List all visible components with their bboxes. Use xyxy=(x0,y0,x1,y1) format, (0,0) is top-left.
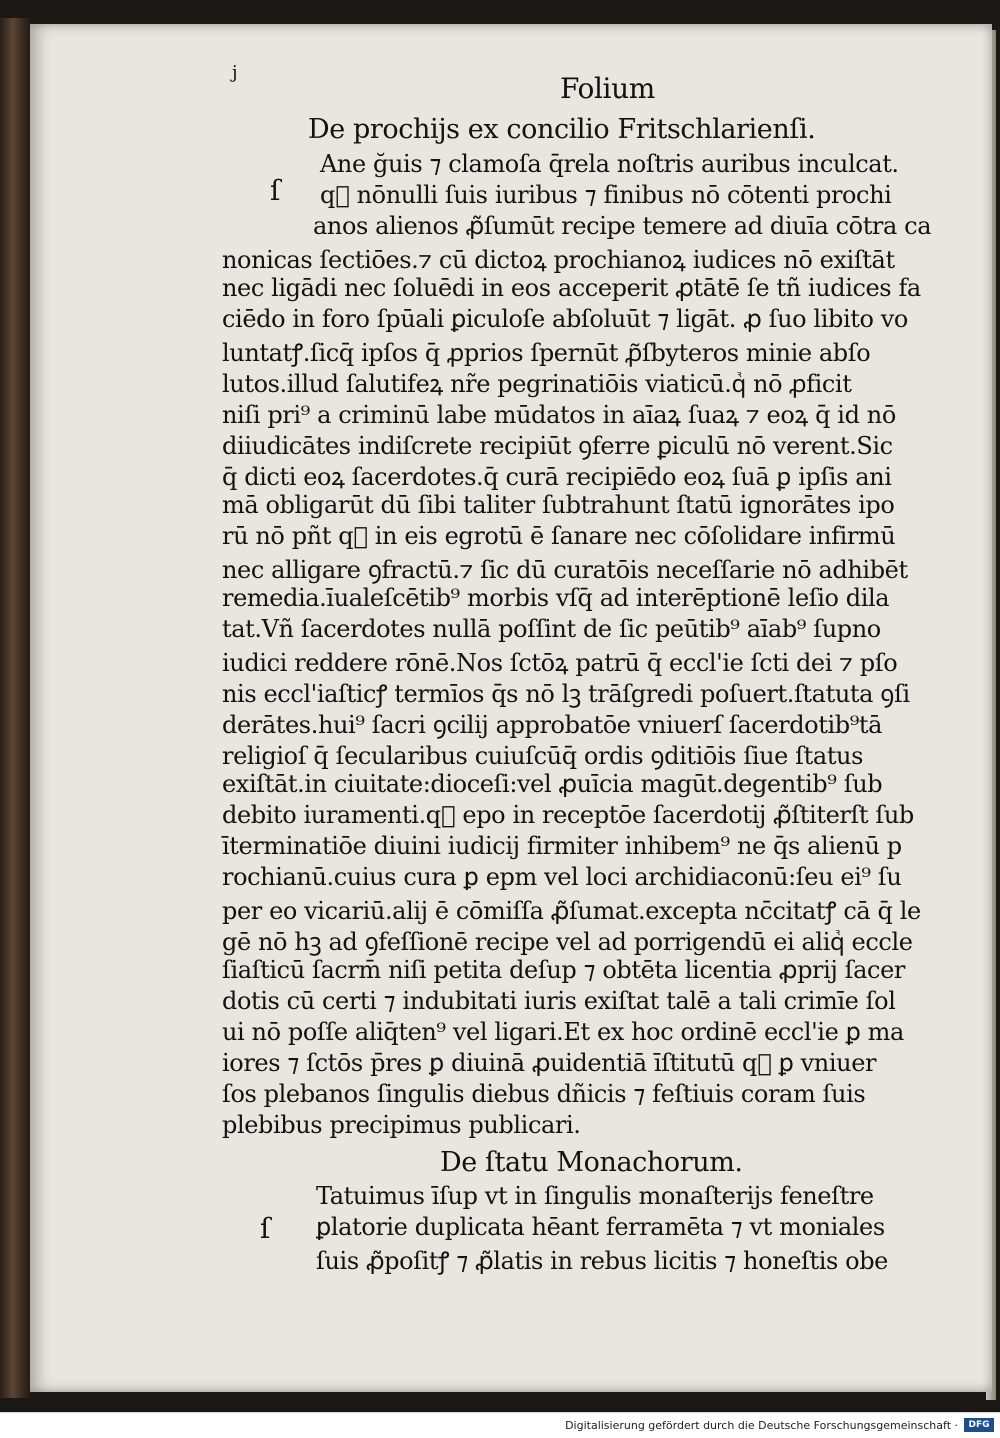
text-line: niſi pri⁹ a criminū labe mūdatos in aīaꝝ ſuaꝝ ⁊ eoꝝ q̄ id nō xyxy=(222,401,896,429)
footer-credit: Digitalisierung gefördert durch die Deutsche Forschungsgemeinschaft · xyxy=(565,1419,958,1432)
paragraph-mark: ſ xyxy=(270,174,281,207)
text-line: ciēdo in foro ſpūali ꝑiculoſe abſoluūt ⁊ ligāt. ꝓ ſuo libito vo xyxy=(222,305,908,333)
section-heading: De prochijs ex concilio Fritschlarienſi. xyxy=(308,114,816,145)
dfg-logo-icon: DFG xyxy=(964,1418,994,1432)
text-line: remedia.īualeſcētib⁹ morbis vſq̄ ad interēptionē leſio dila xyxy=(222,584,890,612)
text-line: anos alienos ꝓ̃ſumūt recipe temere ad diuīa cōtra ca xyxy=(313,212,932,240)
text-line: iudici reddere rōnē.Nos ſctōꝝ patrū q̄ eccl'ie ſcti dei ⁊ pſo xyxy=(222,649,898,677)
text-line: Tatuimus īſup vt in ſingulis monaſterijs feneſtre xyxy=(316,1182,874,1210)
text-line: īterminatiōe diuini iudicij firmiter inhibem⁹ ne q̄s alienū p xyxy=(222,832,902,860)
text-line: mā obligarūt dū ſibi taliter ſubtrahunt ſtatū ignorātes ipo xyxy=(222,491,895,519)
text-line: nonicas ſectiōes.⁊ cū dictoꝝ prochianoꝝ iudices nō exiſtāt xyxy=(222,246,895,274)
text-line: lutos.illud ſalutifeꝝ nr̃e pegrinatiōis viaticū.qᷣ nō ꝓficit xyxy=(222,370,852,398)
text-line: ꝑlatorie duplicata hēant ferramēta ⁊ vt moniales xyxy=(316,1213,885,1241)
paragraph-mark: ſ xyxy=(260,1212,271,1245)
text-line: Ane ğuis ⁊ clamoſa q̄rela noſtris auribus inculcat. xyxy=(320,150,899,178)
text-line: iores ⁊ ſctōs p̄res ꝑ diuinā ꝓuidentiā īſtitutū qᷣ ꝑ vniuer xyxy=(222,1049,877,1077)
text-line: diiudicātes indiſcrete recipiūt ꝯferre ꝑiculū nō verent.Sic xyxy=(222,432,893,460)
text-line: rochianū.cuius cura ꝑ epm vel loci archidiaconū:ſeu ei⁹ ſu xyxy=(222,863,902,891)
text-line: nec ligādi nec ſoluēdi in eos acceperit ꝓtātē ſe tñ iudices fa xyxy=(222,274,921,302)
text-line: tat.Vñ ſacerdotes nullā poſſint de ſic peūtib⁹ aīab⁹ ſupno xyxy=(222,615,881,643)
text-line: ſos plebanos ſingulis diebus dñicis ⁊ feſtiuis coram ſuis xyxy=(222,1080,866,1108)
corner-mark: j xyxy=(232,62,238,83)
book-page xyxy=(30,24,992,1392)
text-line: ſiaſticū ſacrm̄ niſi petita deſup ⁊ obtēta licentia ꝓprij ſacer xyxy=(222,956,905,984)
text-line: nec alligare ꝯfractū.⁊ ſic dū curatōis neceſſarie nō adhibēt xyxy=(222,556,908,584)
text-line: gē nō hꝫ ad ꝯfeſſionē recipe vel ad porrigendū ei aliqᷣ eccle xyxy=(222,928,913,956)
text-line: exiſtāt.in ciuitate:dioceſi:vel ꝓuīcia magūt.degentib⁹ ſub xyxy=(222,770,883,798)
text-line: ui nō poſſe aliq̄ten⁹ vel ligari.Et ex hoc ordinē eccl'ie ꝑ ma xyxy=(222,1018,904,1046)
text-line: qᷣ nōnulli ſuis iuribus ⁊ finibus nō cōtenti prochi xyxy=(320,181,892,209)
section-heading: De ſtatu Monachorum. xyxy=(440,1147,743,1178)
text-line: nis eccl'iaſticꝭ termīos q̄s nō lꝫ trāſgredi poſuert.ſtatuta ꝯſi xyxy=(222,680,910,708)
text-line: ſuis ꝓ̃poſitꝭ ⁊ ꝓ̃latis in rebus licitis ⁊ honeſtis obe xyxy=(316,1247,888,1275)
text-line: derātes.hui⁹ ſacri ꝯcilij approbatōe vniuerſ ſacerdotib⁹tā xyxy=(222,711,883,739)
running-head: Folium xyxy=(560,72,655,105)
text-line: plebibus precipimus publicari. xyxy=(222,1111,581,1139)
text-line: religioſ q̄ ſecularibus cuiuſcūq̄ ordis ꝯditiōis ſiue ſtatus xyxy=(222,742,864,770)
text-line: luntatꝭ.ſicq̄ ipſos q̄ ꝓprios ſpernūt ꝓ̃ſbyteros minie abſo xyxy=(222,339,871,367)
text-line: q̄ dicti eoꝝ ſacerdotes.q̄ curā recipiēdo eoꝝ ſuā ꝑ ipſis ani xyxy=(222,463,892,491)
text-line: dotis cū certi ⁊ indubitati iuris exiſtat talē a tali crimīe ſol xyxy=(222,987,896,1015)
book-binding xyxy=(0,18,32,1398)
text-line: debito iuramenti.qᷣ epo in receptōe ſacerdotij ꝓ̃ſtiterſt ſub xyxy=(222,801,914,829)
page-text xyxy=(30,24,992,1392)
text-line: rū nō pñt qᷣ in eis egrotū ē ſanare nec cōſolidare infirmū xyxy=(222,522,896,550)
text-line: per eo vicariū.alij ē cōmiſſa ꝓ̃ſumat.excepta nc̄citatꝭ cā q̄ le xyxy=(222,897,921,925)
footer-bar xyxy=(0,1412,1000,1438)
